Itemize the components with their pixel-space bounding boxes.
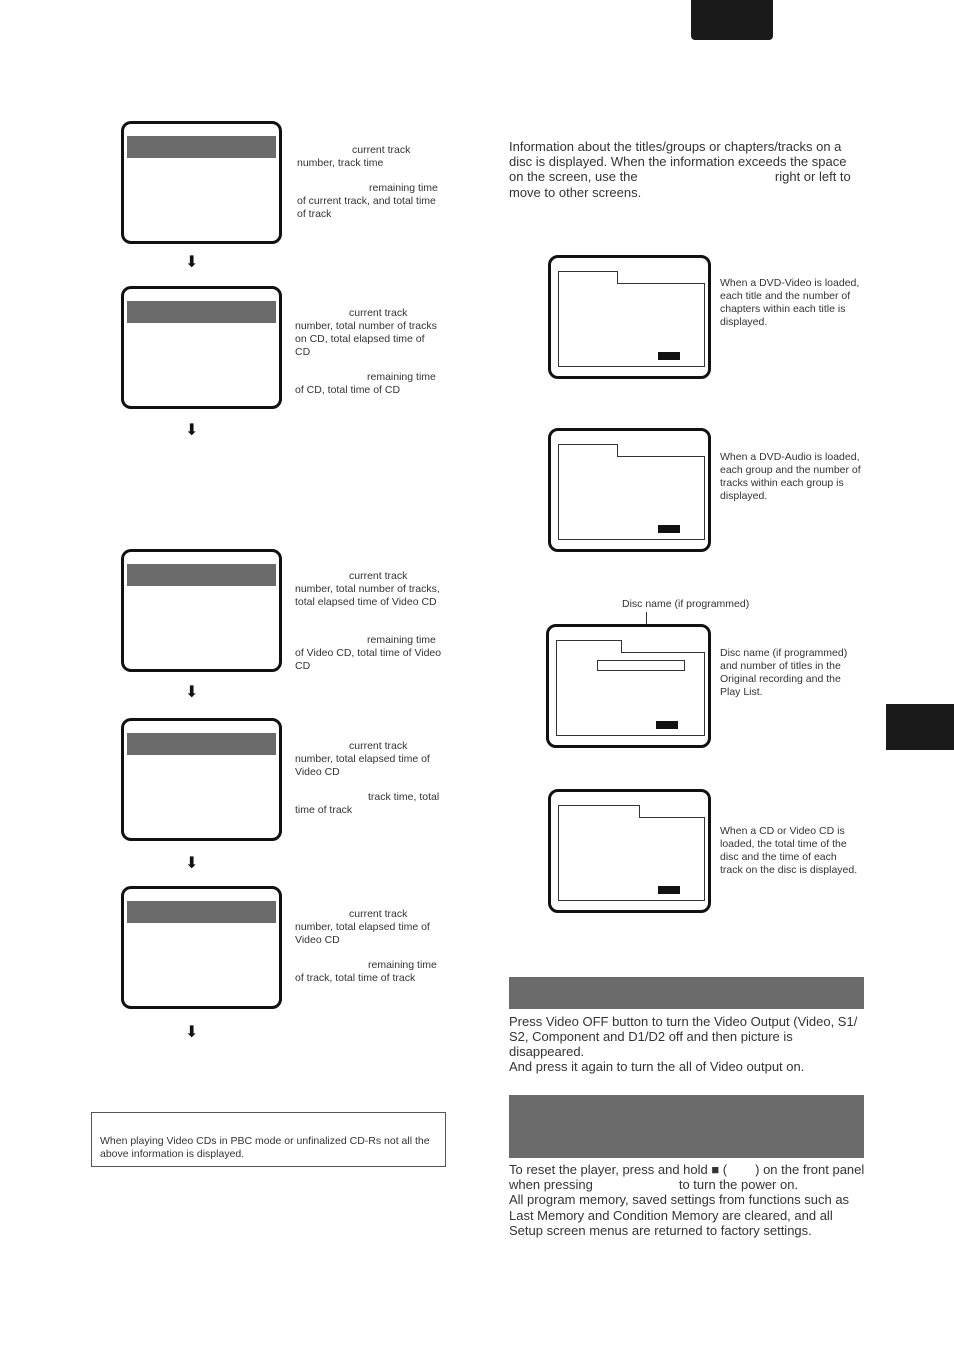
screen-tab bbox=[556, 640, 622, 653]
vcd-screen-1-desc-2: remaining time of Video CD, total time of Video CD bbox=[295, 634, 442, 672]
screen-indicator bbox=[658, 886, 680, 894]
dvd-vr-disc-info-screen bbox=[546, 624, 711, 748]
reset-text-1b: ) on the front panel bbox=[755, 1162, 865, 1177]
note-box bbox=[91, 1112, 446, 1167]
dvd-audio-disc-info-screen bbox=[548, 428, 711, 552]
disc-name-field bbox=[597, 660, 685, 671]
disc-name-callout: Disc name (if programmed) bbox=[622, 598, 750, 610]
cd-display-screen-1 bbox=[121, 121, 282, 244]
reset-text-2b: to turn the power on. bbox=[678, 1177, 799, 1193]
video-off-heading-band bbox=[509, 977, 864, 1009]
dvd-video-desc: When a DVD-Video is loaded, each title and the number of chapters within each title is displayed. bbox=[720, 277, 860, 328]
vcd-display-screen-2 bbox=[121, 718, 282, 841]
down-arrow-icon: ⬇ bbox=[185, 422, 199, 439]
screen-inner-frame bbox=[558, 817, 705, 901]
dvd-video-disc-info-screen bbox=[548, 255, 711, 379]
vcd-screen-3-desc-1: current track number, total elapsed time of Video CD bbox=[295, 908, 430, 946]
video-off-text-2: And press it again to turn the all of Video output on. bbox=[509, 1059, 805, 1074]
screen-header-bar bbox=[127, 901, 276, 923]
down-arrow-icon: ⬇ bbox=[185, 855, 199, 872]
down-arrow-icon: ⬇ bbox=[185, 1024, 199, 1041]
vcd-screen-3-desc-2: remaining time of track, total time of track bbox=[295, 959, 437, 984]
cd-screen-2-desc-2: remaining time of CD, total time of CD bbox=[295, 371, 436, 396]
intro-text: Information about the titles/groups or chapters/tracks on a disc is displayed. When the information exceeds the space on the screen, use the bbox=[509, 139, 847, 185]
screen-header-bar bbox=[127, 564, 276, 586]
reset-instructions bbox=[509, 1162, 867, 1238]
screen-header-bar bbox=[127, 136, 276, 158]
section-tab-side bbox=[886, 704, 954, 750]
screen-inner-frame bbox=[558, 283, 705, 367]
note-text: When playing Video CDs in PBC mode or unfinalized CD-Rs not all the above information is displayed. bbox=[100, 1135, 430, 1160]
down-arrow-icon: ⬇ bbox=[185, 254, 199, 271]
page-tab-top bbox=[691, 0, 773, 40]
cd-vcd-desc: When a CD or Video CD is loaded, the total time of the disc and the time of each track on the disc is displayed. bbox=[720, 825, 858, 876]
dvd-audio-desc: When a DVD-Audio is loaded, each group and the number of tracks within each group is displayed. bbox=[720, 451, 861, 502]
reset-text-1: To reset the player, press and hold ■ ( bbox=[509, 1162, 728, 1177]
reset-text-3: All program memory, saved settings from functions such as Last Memory and Condition Memory are cleared, and all Setup screen menus are returned to factory settings. bbox=[509, 1192, 850, 1238]
screen-indicator bbox=[658, 525, 680, 533]
vcd-screen-2-desc-1: current track number, total elapsed time of Video CD bbox=[295, 740, 430, 778]
cd-screen-1-desc-2: remaining time of current track, and total time of track bbox=[297, 182, 438, 220]
screen-tab bbox=[558, 271, 618, 284]
intro-tail-text: right or left to move to other screens. bbox=[509, 169, 851, 200]
cd-vcd-disc-info-screen bbox=[548, 789, 711, 913]
vcd-display-screen-1 bbox=[121, 549, 282, 672]
reset-heading-band bbox=[509, 1095, 864, 1158]
screen-header-bar bbox=[127, 733, 276, 755]
vcd-display-screen-3 bbox=[121, 886, 282, 1009]
cd-display-screen-2 bbox=[121, 286, 282, 409]
screen-tab bbox=[558, 444, 618, 457]
screen-indicator bbox=[658, 352, 680, 360]
disc-info-intro bbox=[509, 139, 854, 200]
video-off-text-1: Press Video OFF button to turn the Video Output (Video, S1/ S2, Component and D1/D2 off and then picture is disappeared. bbox=[509, 1014, 858, 1060]
screen-tab bbox=[558, 805, 640, 818]
reset-text-2: when pressing bbox=[509, 1177, 593, 1193]
screen-inner-frame bbox=[558, 456, 705, 540]
cd-screen-1-desc-1: current track number, track time bbox=[297, 144, 411, 169]
dvd-vr-desc: Disc name (if programmed) and number of titles in the Original recording and the Play List. bbox=[720, 647, 848, 698]
screen-header-bar bbox=[127, 301, 276, 323]
screen-indicator bbox=[656, 721, 678, 729]
vcd-screen-2-desc-2: track time, total time of track bbox=[295, 791, 440, 816]
cd-screen-2-desc-1: current track number, total number of tracks on CD, total elapsed time of CD bbox=[295, 307, 437, 358]
vcd-screen-1-desc-1: current track number, total number of tracks, total elapsed time of Video CD bbox=[295, 570, 440, 608]
down-arrow-icon: ⬇ bbox=[185, 684, 199, 701]
